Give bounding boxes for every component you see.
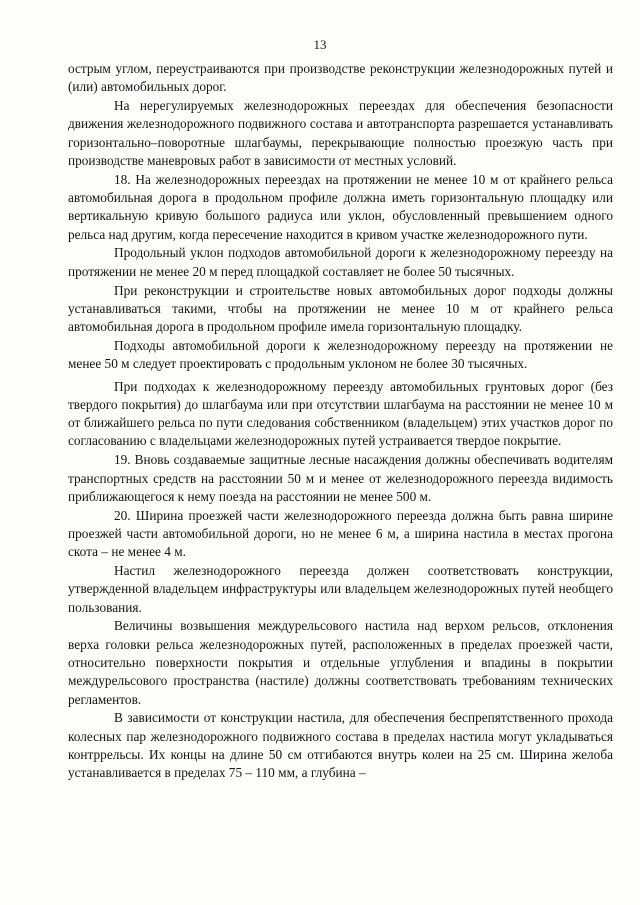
paragraph: В зависимости от конструкции настила, для обеспечения беспрепятственного прохода колесных пар железнодорожного подвижного состава в пределах настила могут укладываться контррельсы. Их концы на длине 50 см отгибаются внутрь колеи на 25 см. Ширина желоба устанавливается в пределах 75 – 110 мм, а глубина – <box>68 710 613 781</box>
paragraph-continuation: острым углом, переустраиваются при производстве реконструкции железнодорожных путей и (или) автомобильных дорог. <box>68 61 613 95</box>
paragraph: При реконструкции и строительстве новых автомобильных дорог подходы должны устанавливаться такими, чтобы на протяжении не менее 10 м от крайнего рельса автомобильная дорога в продольном профиле имела горизонтальную площадку. <box>68 282 613 335</box>
paragraph-item-19: 19. Вновь создаваемые защитные лесные насаждения должны обеспечивать водителям транспортных средств на расстоянии 50 м и менее от железнодорожного переезда видимость приближающегося к нему поезда на расстоянии не менее 500 м. <box>68 452 613 504</box>
page-number: 13 <box>313 37 327 52</box>
paragraph: При подходах к железнодорожному переезду автомобильных грунтовых дорог (без твердого покрытия) до шлагбаума или при отсутствии шлагбаума на расстоянии не менее 10 м от ближайшего рельса по пути следования собственником (владельцем) этих участков дорог по согласованию с владельцами железнодорожных путей устраивается твердое покрытие. <box>68 378 613 449</box>
paragraph: Величины возвышения междурельсового настила над верхом рельсов, отклонения верха головки рельса железнодорожных путей, расположенных в пределах проезжей части, относительно поверхности покрытия и отдельные углубления и впадины в покрытии междурельсового пространства (настиле) должны соответствовать требованиям технических регламентов. <box>68 618 613 707</box>
paragraph: Продольный уклон подходов автомобильной дороги к железнодорожному переезду на протяжении не менее 20 м перед площадкой составляет не более 50 тысячных. <box>68 245 613 279</box>
paragraph: Настил железнодорожного переезда должен соответствовать конструкции, утвержденной владельцем инфраструктуры или владельцем железнодорожных путей необщего пользования. <box>68 563 613 615</box>
paragraph-item-18: 18. На железнодорожных переездах на протяжении не менее 10 м от крайнего рельса автомобильная дорога в продольном профиле должна иметь горизонтальную площадку или вертикальную кривую большого радиуса или уклон, обусловленный превышением одного рельса над другим, когда пересечение находится в кривом участке железнодорожного пути. <box>68 171 613 242</box>
paragraph: Подходы автомобильной дороги к железнодорожному переезду на протяжении не менее 50 м следует проектировать с продольным уклоном не более 30 тысячных. <box>68 337 613 372</box>
paragraph-item-20: 20. Ширина проезжей части железнодорожного переезда должна быть равна ширине проезжей части автомобильной дороги, но не менее 6 м, а ширина настила в местах прогона скота – не менее 4 м. <box>68 507 613 560</box>
document-body <box>68 60 613 783</box>
paragraph: На нерегулируемых железнодорожных переездах для обеспечения безопасности движения железнодорожного подвижного состава и автотранспорта разрешается устанавливать горизонтально–поворотные шлагбаумы, перекрывающие полностью проезжую часть при производстве маневровых работ в зависимости от местных условий. <box>68 98 613 168</box>
